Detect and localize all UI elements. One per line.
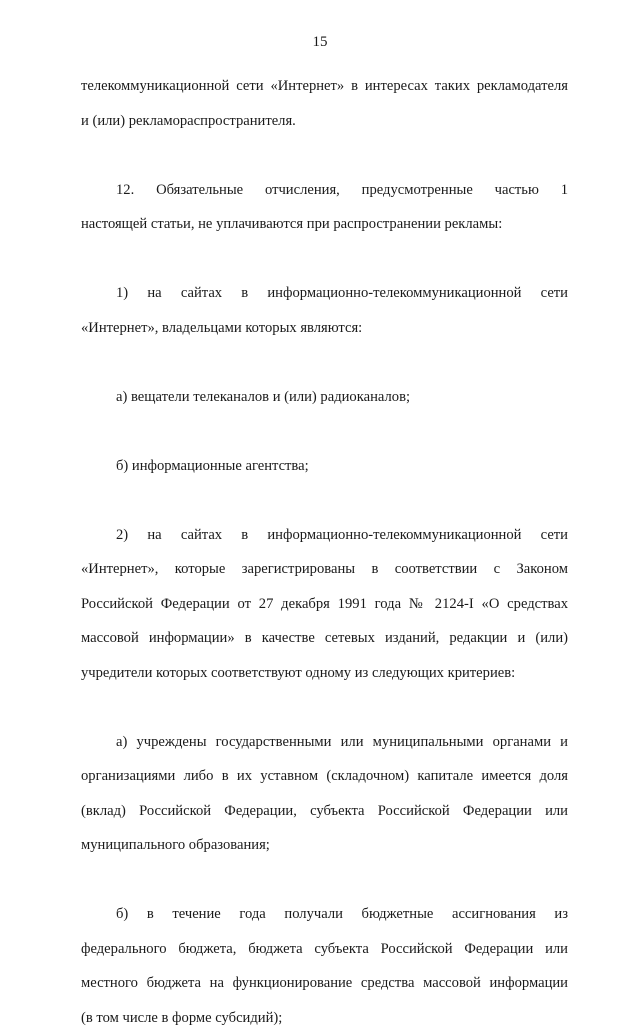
item-2-line: 2) на сайтах в информационно-телекоммуникационной сети — [81, 518, 568, 553]
text-line: муниципального образования; — [81, 828, 568, 863]
document-body — [81, 69, 568, 1035]
text-line: телекоммуникационной сети «Интернет» в интересах таких рекламодателя — [81, 69, 568, 104]
text-line: учредители которых соответствуют одному из следующих критериев: — [81, 656, 568, 691]
text-line: федерального бюджета, бюджета субъекта Российской Федерации или — [81, 932, 568, 967]
subitem-b-line: б) информационные агентства; — [81, 449, 568, 484]
text-line: настоящей статьи, не уплачиваются при распространении рекламы: — [81, 207, 568, 242]
text-line: и (или) рекламораспространителя. — [81, 104, 568, 139]
paragraph-12-line: 12. Обязательные отчисления, предусмотренные частью 1 — [81, 173, 568, 208]
subitem-a-line: а) учреждены государственными или муниципальными органами и — [81, 725, 568, 760]
text-line: «Интернет», которые зарегистрированы в соответствии с Законом — [81, 552, 568, 587]
text-line: (вклад) Российской Федерации, субъекта Российской Федерации или — [81, 794, 568, 829]
text-line: Российской Федерации от 27 декабря 1991 года № 2124-I «О средствах — [81, 587, 568, 622]
text-line: (в том числе в форме субсидий); — [81, 1001, 568, 1035]
item-1-line: 1) на сайтах в информационно-телекоммуникационной сети — [81, 276, 568, 311]
page-number: 15 — [0, 34, 640, 51]
text-line: массовой информации» в качестве сетевых изданий, редакции и (или) — [81, 621, 568, 656]
text-line: «Интернет», владельцами которых являются: — [81, 311, 568, 346]
text-line: местного бюджета на функционирование средства массовой информации — [81, 966, 568, 1001]
subitem-a-line: а) вещатели телеканалов и (или) радиоканалов; — [81, 380, 568, 415]
subitem-b-line: б) в течение года получали бюджетные ассигнования из — [81, 897, 568, 932]
text-line: организациями либо в их уставном (складочном) капитале имеется доля — [81, 759, 568, 794]
